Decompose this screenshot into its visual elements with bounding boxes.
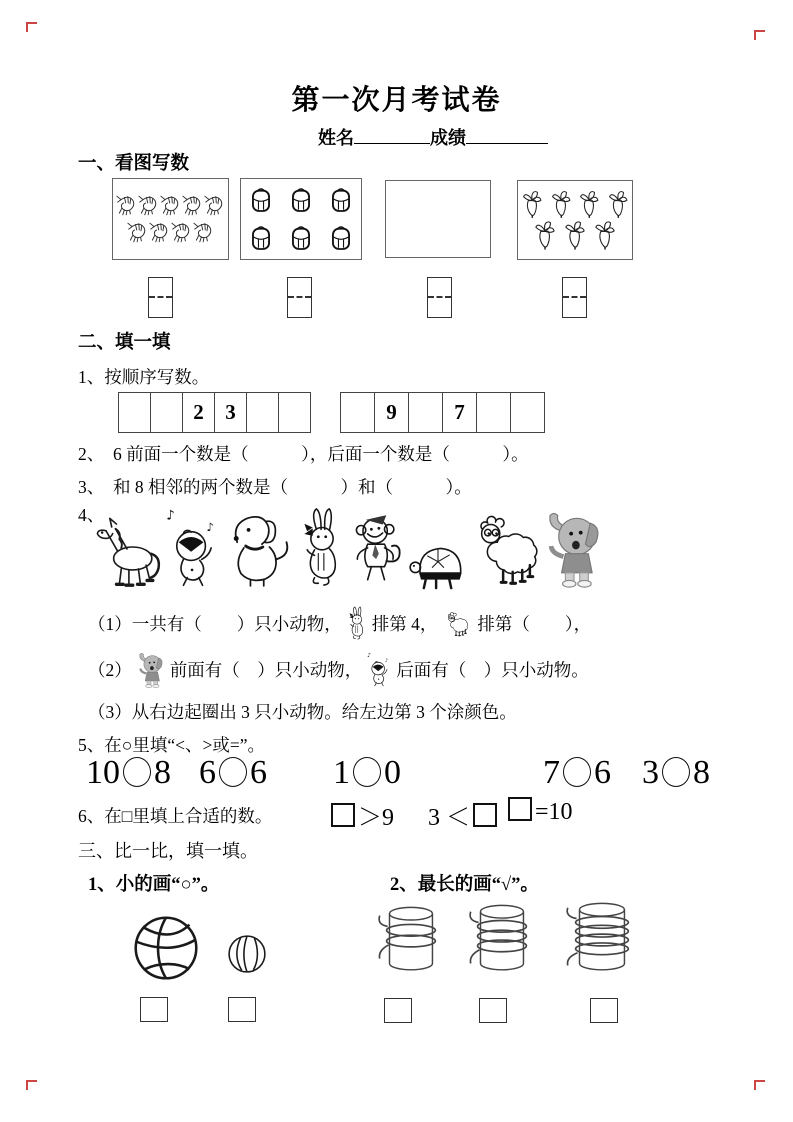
radish-icon <box>563 220 587 251</box>
q4-sub1-text-b: 排第 4， <box>371 613 438 634</box>
schoolbag-icon <box>290 184 312 216</box>
q4-number: 4、 <box>78 505 105 525</box>
score-blank <box>466 128 548 144</box>
radish-icon <box>533 220 557 251</box>
sheep-icon <box>441 608 473 638</box>
compare-group: 6 6 <box>199 754 267 791</box>
answer-square <box>228 997 256 1022</box>
q4-sub2 <box>88 646 589 692</box>
coil-cylinder-1 <box>375 901 445 983</box>
number-sequence-grid-2 <box>340 392 545 433</box>
q4-sub2-text-b: 前面有（ ）只小动物， <box>169 659 363 680</box>
horse-figure <box>90 504 164 590</box>
schoolbag-icon <box>250 222 272 254</box>
answer-writing-box <box>562 277 587 318</box>
radish-icon <box>578 189 601 220</box>
picture-box-radish <box>517 180 633 260</box>
grid-cell <box>247 393 279 432</box>
grid-cell <box>511 393 544 432</box>
answer-writing-box <box>287 277 312 318</box>
answer-writing-box <box>427 277 452 318</box>
compare-group: 1 0 <box>333 754 401 791</box>
q4-sub2-text-c: 后面有（ ）只小动物。 <box>396 659 589 680</box>
shrimp-icon <box>193 218 215 247</box>
grid-cell: 3 <box>215 393 247 432</box>
grid-cell: 2 <box>183 393 215 432</box>
q6-group-2: 3 ＜ <box>428 797 500 832</box>
shrimp-icon <box>116 191 138 220</box>
radish-icon <box>607 189 630 220</box>
grid-cell <box>119 393 151 432</box>
corner-mark <box>754 30 765 40</box>
shrimp-icon <box>149 218 171 247</box>
shrimp-icon <box>127 218 149 247</box>
schoolbag-icon <box>250 184 272 216</box>
name-label: 姓名 <box>318 128 354 148</box>
q4-sub2-text-a: （2） <box>88 659 132 680</box>
shrimp-icon <box>204 191 226 220</box>
name-score-line <box>318 124 548 150</box>
rabbit-icon <box>346 605 368 641</box>
basketball-figure <box>132 914 200 982</box>
compare-circle <box>123 757 151 787</box>
compare-group: 10 8 <box>86 754 171 791</box>
picture-box-schoolbag <box>240 178 362 260</box>
sheep-figure <box>470 504 542 590</box>
q2-text: 2、 6 前面一个数是（ ），后面一个数是（ ）。 <box>78 444 529 464</box>
q4-sub1 <box>88 602 591 644</box>
compare-circle <box>353 757 381 787</box>
schoolbag-icon <box>290 222 312 254</box>
turtle-figure <box>406 522 470 590</box>
frog-icon <box>366 650 392 688</box>
grid-cell <box>279 393 310 432</box>
number-sequence-grid-1 <box>118 392 311 433</box>
grid-cell <box>151 393 183 432</box>
compare-circle <box>662 757 690 787</box>
rabbit-figure <box>296 504 348 590</box>
picture-box-empty <box>385 180 491 258</box>
grid-cell <box>477 393 511 432</box>
q4-sub3-text: （3）从右边起圈出 3 只小动物。给左边第 3 个涂颜色。 <box>88 702 517 722</box>
answer-square <box>479 998 507 1023</box>
grid-cell <box>409 393 443 432</box>
monkey-figure <box>348 504 406 590</box>
shrimp-icon <box>160 191 182 220</box>
compare-group: 3 8 <box>642 754 710 791</box>
radish-group <box>518 189 632 251</box>
compare-circle <box>219 757 247 787</box>
answer-writing-box <box>148 277 173 318</box>
corner-mark <box>26 22 37 32</box>
coil-cylinder-2 <box>466 899 536 983</box>
section1-heading: 一、看图写数 <box>78 154 190 174</box>
q6-label: 6、在□里填上合适的数。 <box>78 806 273 826</box>
answer-square <box>140 997 168 1022</box>
elephant-figure <box>542 504 606 590</box>
q6-group-3: =10 <box>505 797 573 826</box>
score-label: 成绩 <box>430 128 466 148</box>
q6-group-1: ＞9 <box>328 797 394 832</box>
animal-row <box>90 504 614 590</box>
q3-text: 3、 和 8 相邻的两个数是（ ）和（ ）。 <box>78 477 472 497</box>
radish-icon <box>521 189 544 220</box>
name-blank <box>354 128 430 144</box>
section2-heading: 二、填一填 <box>78 333 171 353</box>
s3-q2-label: 2、最长的画“√”。 <box>390 875 539 895</box>
s3-q1-label: 1、小的画“○”。 <box>88 875 220 895</box>
coil-cylinder-3 <box>562 897 640 983</box>
answer-square <box>590 998 618 1023</box>
grid-cell: 7 <box>443 393 477 432</box>
q1-label: 1、按顺序写数。 <box>78 367 210 387</box>
corner-mark <box>754 1080 765 1090</box>
fill-square <box>473 803 497 827</box>
corner-mark <box>26 1080 37 1090</box>
q4-sub1-text-a: （1）一共有（ ）只小动物， <box>88 613 342 634</box>
q5-label: 5、在○里填“<、>或=”。 <box>78 735 265 755</box>
answer-square <box>384 998 412 1023</box>
schoolbag-group <box>241 181 361 257</box>
singing-frog-figure <box>164 504 222 590</box>
picture-box-shrimp <box>112 178 229 260</box>
shrimp-icon <box>171 218 193 247</box>
section3-heading: 三、比一比，填一填。 <box>78 841 258 861</box>
schoolbag-icon <box>330 184 352 216</box>
compare-circle <box>563 757 591 787</box>
elephant-icon <box>136 649 166 689</box>
page-title: 第一次月考试卷 <box>291 85 502 116</box>
radish-icon <box>550 189 573 220</box>
fill-square <box>508 797 532 821</box>
compare-group: 7 6 <box>543 754 611 791</box>
schoolbag-icon <box>330 222 352 254</box>
small-ball-figure <box>227 934 267 974</box>
shrimp-group <box>113 192 228 246</box>
fill-square <box>331 803 355 827</box>
grid-cell <box>341 393 375 432</box>
dog-figure <box>222 504 296 590</box>
shrimp-icon <box>182 191 204 220</box>
radish-icon <box>593 220 617 251</box>
grid-cell: 9 <box>375 393 409 432</box>
shrimp-icon <box>138 191 160 220</box>
q4-sub1-text-c: 排第（ ）， <box>477 613 592 634</box>
